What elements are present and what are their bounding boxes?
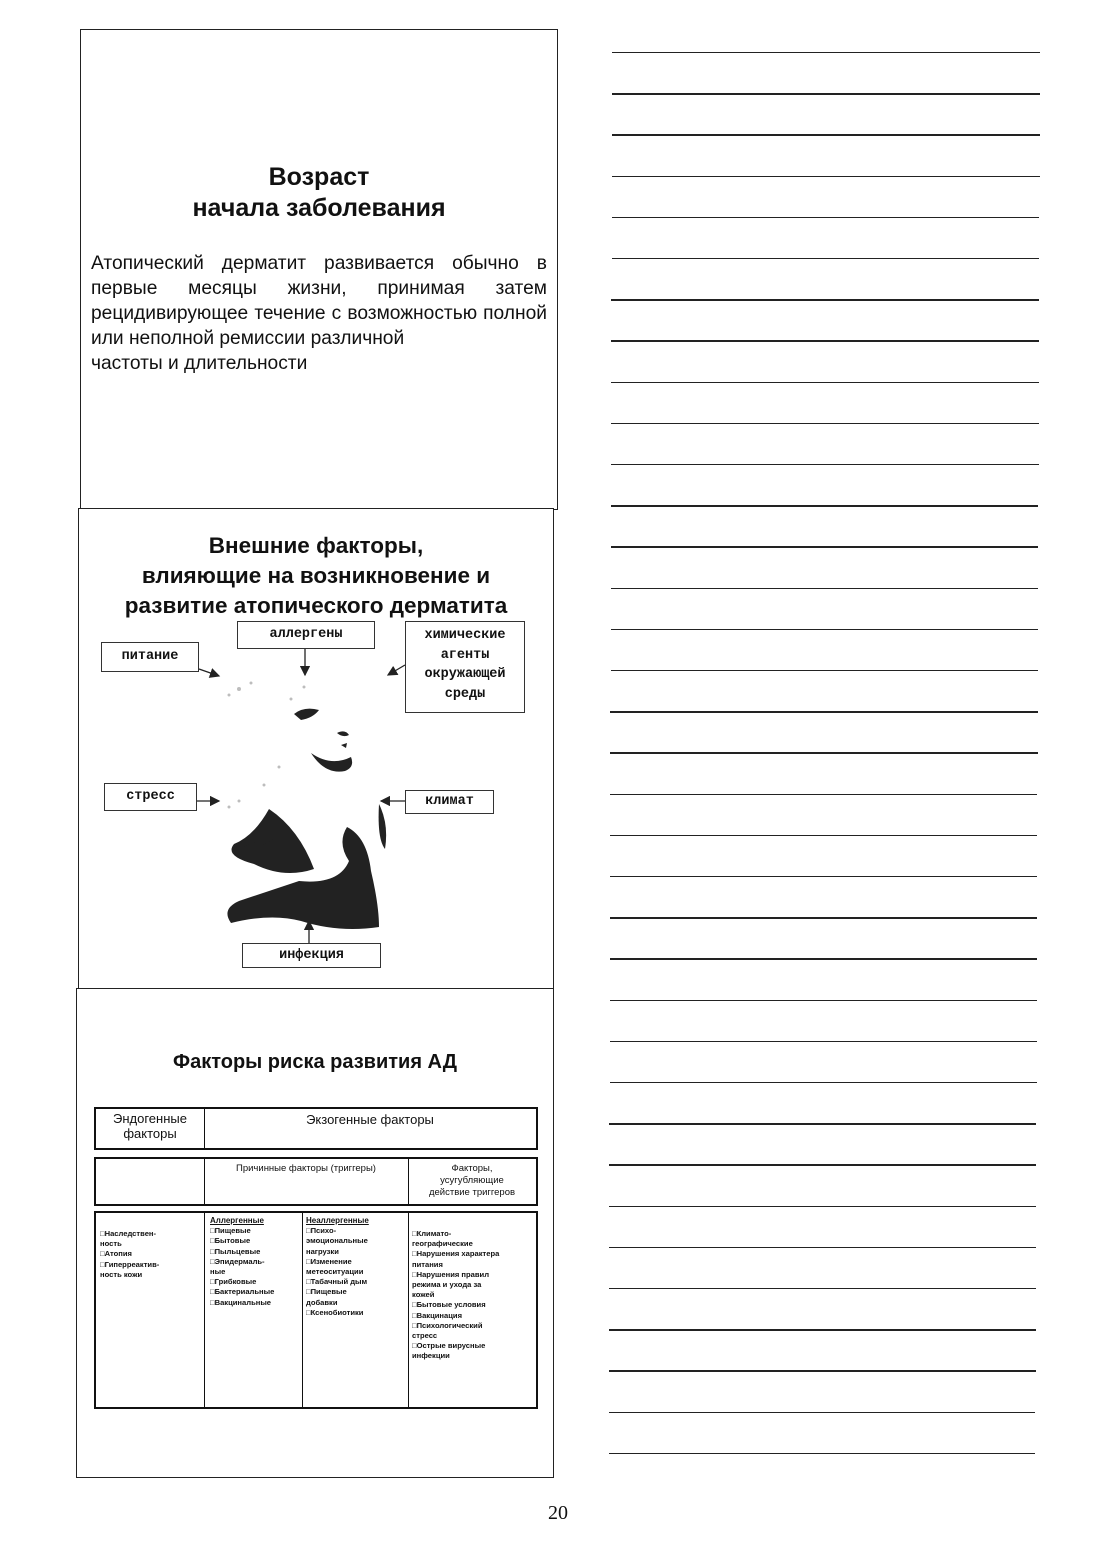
- note-line: [612, 93, 1040, 94]
- table-header-row: [94, 1107, 538, 1150]
- title-line: влияющие на возникновение и: [141, 563, 491, 588]
- body-paragraph-end: частоты и длительности: [91, 353, 308, 374]
- list-item: □Атопия: [100, 1249, 132, 1259]
- list-item: □Климато-: [412, 1229, 452, 1238]
- header-exogenous: Экзогенные факторы: [306, 1112, 434, 1127]
- label-nutrition: питание: [101, 642, 199, 672]
- label-allergens: аллергены: [237, 621, 375, 649]
- note-line: [609, 1370, 1036, 1371]
- note-line: [610, 1000, 1037, 1001]
- slide-age-of-onset: [80, 29, 558, 510]
- note-line: [609, 1123, 1036, 1124]
- note-line: [610, 1041, 1037, 1042]
- list-item: кожей: [412, 1290, 435, 1300]
- subheader-line: усугубляющие: [440, 1175, 504, 1186]
- note-line: [609, 1247, 1036, 1248]
- list-item: □Нарушения правил: [412, 1269, 490, 1279]
- body-paragraph: Атопический дерматит развивается обычно в первые месяцы жизни, принимая затем рецидивирующее течение с возможностью полной или неполной ремиссии различной: [91, 253, 547, 349]
- note-line: [610, 794, 1037, 795]
- list-item: питания: [412, 1259, 443, 1269]
- arrow-nutrition: [199, 669, 219, 676]
- note-line: [611, 299, 1039, 300]
- header-line: Эндогенные: [113, 1111, 187, 1126]
- note-line: [610, 835, 1037, 836]
- nonallergenic-header: Неаллергенные: [306, 1216, 369, 1225]
- note-line: [609, 1329, 1036, 1330]
- note-line: [612, 217, 1040, 218]
- label-line: окружающей: [424, 667, 506, 682]
- note-line: [611, 629, 1038, 630]
- label-line: агенты: [440, 647, 490, 663]
- list-item: стресс: [412, 1331, 438, 1341]
- note-line: [609, 1164, 1036, 1165]
- note-line: [611, 340, 1039, 341]
- note-line: [612, 52, 1040, 53]
- note-line: [611, 423, 1039, 424]
- note-line: [610, 1082, 1037, 1083]
- note-line: [610, 752, 1037, 753]
- list-item: ность: [100, 1239, 122, 1249]
- list-item: □Ксенобиотики: [306, 1307, 364, 1317]
- table-subheader-row: [94, 1157, 538, 1206]
- allergenic-items: [210, 1226, 302, 1308]
- list-item: □Нарушения характера: [412, 1249, 500, 1259]
- list-item: □Пищевые: [210, 1226, 251, 1236]
- label-line: среды: [444, 686, 486, 702]
- note-line: [609, 1412, 1036, 1413]
- list-item: □Грибковые: [210, 1277, 257, 1287]
- list-item: ные: [210, 1267, 226, 1277]
- nonallergenic-items: [306, 1226, 406, 1318]
- note-line: [612, 134, 1040, 135]
- note-line: [611, 670, 1038, 671]
- label-chemical-agents: [405, 621, 525, 713]
- list-item: □Бактериальные: [210, 1287, 275, 1297]
- list-item: □Вакцинация: [412, 1310, 463, 1320]
- subheader-causal: Причинные факторы (триггеры): [236, 1163, 376, 1174]
- list-item: □Бытовые условия: [412, 1300, 486, 1310]
- note-line: [611, 546, 1039, 547]
- allergenic-list: [210, 1216, 302, 1308]
- list-item: метеоситуации: [306, 1267, 364, 1277]
- note-line: [609, 1453, 1036, 1454]
- list-item: □Бытовые: [210, 1236, 251, 1246]
- endogenous-list: [100, 1229, 202, 1280]
- list-item: □Пищевые: [306, 1287, 347, 1297]
- list-item: инфекции: [412, 1351, 450, 1361]
- title-line: Внешние факторы,: [208, 533, 424, 558]
- note-line: [612, 176, 1040, 177]
- list-item: □Гиперреактив-: [100, 1259, 160, 1269]
- allergenic-header: Аллергенные: [210, 1216, 264, 1225]
- label-line: химические: [424, 628, 506, 643]
- note-line: [611, 505, 1039, 506]
- page-number: 20: [548, 1502, 568, 1524]
- title-line: начала заболевания: [192, 194, 446, 222]
- note-line: [609, 1206, 1036, 1207]
- list-item: □Вакцинальные: [210, 1297, 272, 1307]
- list-item: □Эпидермаль-: [210, 1256, 265, 1266]
- note-line: [610, 711, 1037, 712]
- note-line: [609, 1288, 1036, 1289]
- note-line: [611, 464, 1039, 465]
- list-item: режима и ухода за: [412, 1280, 482, 1290]
- title-line: развитие атопического дерматита: [124, 593, 508, 618]
- list-item: □Психо-: [306, 1226, 337, 1236]
- title-line: Возраст: [268, 163, 370, 191]
- nonallergenic-list: [306, 1216, 406, 1318]
- label-climate: климат: [405, 790, 494, 814]
- list-item: □Психологический: [412, 1320, 483, 1330]
- note-line: [610, 876, 1037, 877]
- note-line: [611, 588, 1038, 589]
- header-line: факторы: [123, 1126, 177, 1141]
- subheader-line: Факторы,: [451, 1163, 493, 1174]
- list-item: добавки: [306, 1297, 338, 1307]
- slide-title: Факторы риска развития АД: [173, 1051, 457, 1073]
- list-item: □Наследствен-: [100, 1229, 157, 1238]
- table-body-row: [94, 1211, 538, 1409]
- list-item: □Пыльцевые: [210, 1246, 261, 1256]
- slide-body-text: [91, 251, 547, 376]
- list-item: нагрузки: [306, 1246, 339, 1256]
- note-line: [610, 917, 1037, 918]
- list-item: □Изменение: [306, 1256, 352, 1266]
- aggravating-list: [412, 1229, 538, 1362]
- note-line: [612, 258, 1040, 259]
- list-item: географические: [412, 1239, 473, 1249]
- slide-external-factors: [78, 508, 554, 990]
- arrow-chemical: [388, 665, 405, 675]
- list-item: эмоциональные: [306, 1236, 368, 1246]
- subheader-line: действие триггеров: [428, 1187, 516, 1198]
- list-item: ность кожи: [100, 1269, 143, 1279]
- label-stress: стресс: [104, 783, 197, 811]
- arrows-layer: [79, 509, 555, 991]
- note-line: [610, 958, 1037, 959]
- header-endogenous: [96, 1111, 204, 1141]
- list-item: □Острые вирусные: [412, 1341, 486, 1351]
- list-item: □Табачный дым: [306, 1277, 368, 1287]
- subheader-aggravating: [408, 1163, 536, 1199]
- label-infection: инфекция: [242, 943, 381, 968]
- slide-title: [81, 162, 557, 224]
- slide-risk-factors: [76, 988, 554, 1478]
- note-line: [611, 382, 1039, 383]
